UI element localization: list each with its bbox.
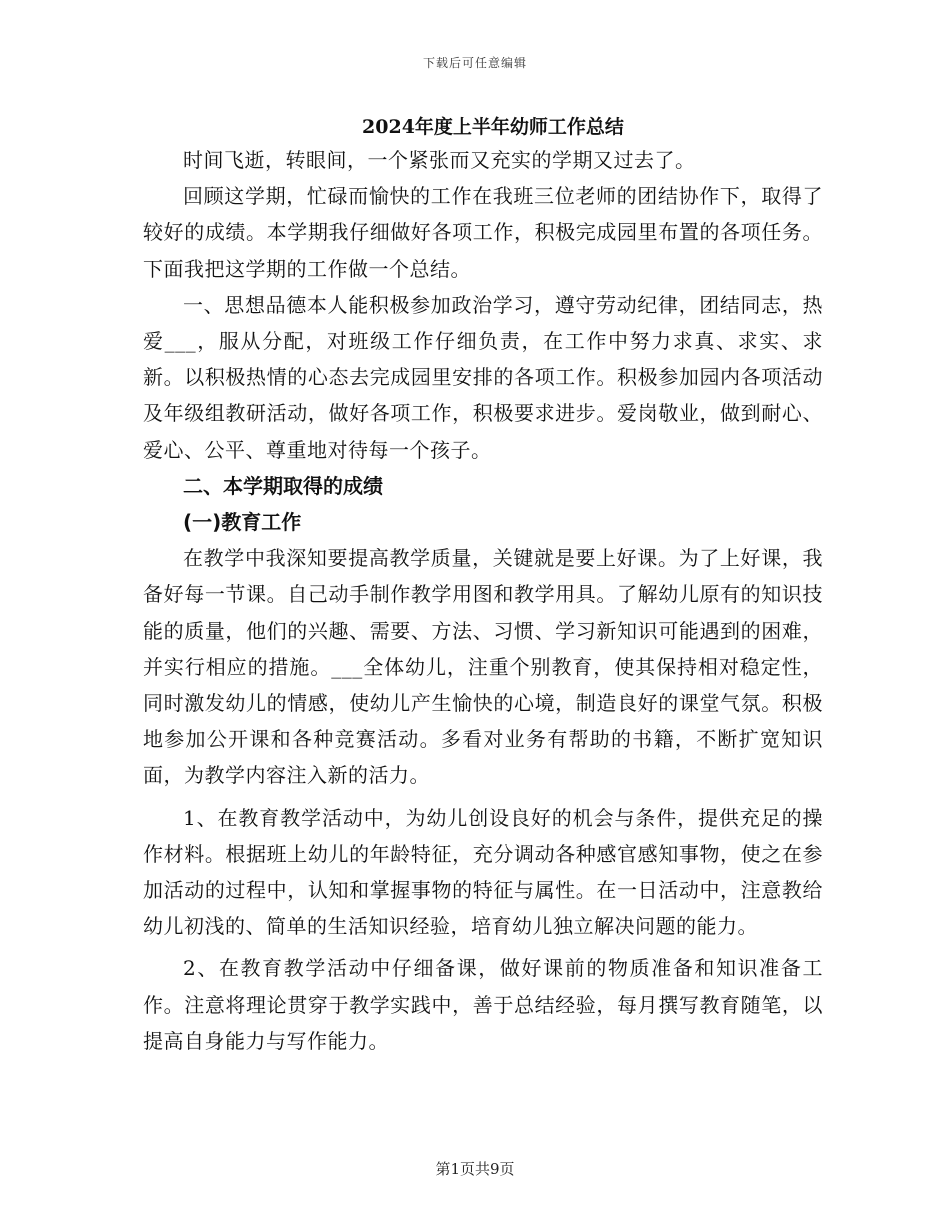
document-body	[143, 112, 823, 1059]
paragraph-review: 回顾这学期，忙碌而愉快的工作在我班三位老师的团结协作下，取得了较好的成绩。本学期我仔细做好各项工作，积极完成园里布置的各项任务。下面我把这学期的工作做一个总结。	[143, 184, 823, 281]
subsection-heading-education: (一)教育工作	[183, 510, 302, 535]
paragraph-intro: 时间飞逝，转眼间，一个紧张而又充实的学期又过去了。	[183, 148, 696, 172]
page-header-note: 下载后可任意编辑	[422, 56, 527, 70]
page-footer-number: 第1页共9页	[435, 1160, 515, 1178]
paragraph-point-2: 2、在教育教学活动中仔细备课，做好课前的物质准备和知识准备工作。注意将理论贯穿于教学实践中，善于总结经验，每月撰写教育随笔，以提高自身能力与写作能力。	[143, 956, 823, 1053]
paragraph-point-1: 1、在教育教学活动中，为幼儿创设良好的机会与条件，提供充足的操作材料。根据班上幼儿的年龄特征，充分调动各种感官感知事物，使之在参加活动的过程中，认知和掌握事物的特征与属性。在一日活动中，注意教给幼儿初浅的、简单的生活知识经验，培育幼儿独立解决问题的能力。	[143, 805, 823, 939]
section-heading-achievements: 二、本学期取得的成绩	[183, 473, 383, 498]
document-title: 2024年度上半年幼师工作总结	[362, 116, 624, 138]
paragraph-ideology: 一、思想品德本人能积极参加政治学习，遵守劳动纪律，团结同志，热爱___，服从分配，对班级工作仔细负责，在工作中努力求真、求实、求新。以积极热情的心态去完成园里安排的各项工作。积极参加园内各项活动及年级组教研活动，做好各项工作，积极要求进步。爱岗敬业，做到耐心、爱心、公平、尊重地对待每一个孩子。	[143, 292, 823, 462]
paragraph-teaching-quality: 在教学中我深知要提高教学质量，关键就是要上好课。为了上好课，我备好每一节课。自己动手制作教学用图和教学用具。了解幼儿原有的知识技能的质量，他们的兴趣、需要、方法、习惯、学习新知识可能遇到的困难，并实行相应的措施。___全体幼儿，注重个别教育，使其保持相对稳定性，同时激发幼儿的情感，使幼儿产生愉快的心境，制造良好的课堂气氛。积极地参加公开课和各种竞赛活动。多看对业务有帮助的书籍，不断扩宽知识面，为教学内容注入新的活力。	[143, 546, 823, 788]
